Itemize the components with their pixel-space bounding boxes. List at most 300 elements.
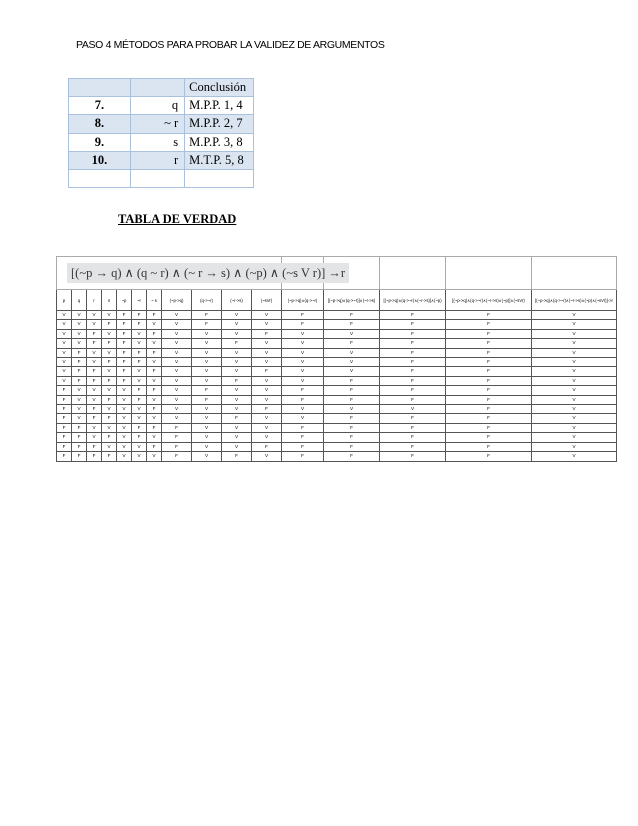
- truth-cell: V: [117, 395, 132, 404]
- truth-cell: F: [117, 320, 132, 329]
- truth-cell: F: [380, 367, 446, 376]
- truth-cell: V: [192, 452, 222, 461]
- truth-cell: F: [324, 376, 380, 385]
- truth-cell: V: [147, 452, 162, 461]
- truth-cell: V: [87, 395, 102, 404]
- truth-cell: F: [57, 395, 72, 404]
- truth-cell: F: [324, 386, 380, 395]
- truth-cell: F: [380, 452, 446, 461]
- truth-row: [57, 320, 617, 329]
- truth-cell: F: [446, 433, 532, 442]
- truth-cell: F: [446, 320, 532, 329]
- truth-cell: V: [192, 348, 222, 357]
- truth-header-cell: ~ s: [147, 290, 162, 311]
- truth-cell: F: [446, 442, 532, 451]
- truth-header-cell: (~sVr): [252, 290, 282, 311]
- truth-cell: V: [532, 348, 617, 357]
- proof-cell: r: [130, 151, 184, 169]
- truth-cell: V: [57, 339, 72, 348]
- truth-cell: F: [162, 452, 192, 461]
- truth-cell: F: [132, 386, 147, 395]
- truth-cell: F: [57, 423, 72, 432]
- truth-cell: F: [252, 329, 282, 338]
- truth-cell: V: [252, 414, 282, 423]
- truth-cell: V: [57, 329, 72, 338]
- truth-header-cell: [(~p->q)∧(q->~r)∧(~r->s)∧(~p)∧(~sVr)]->r: [532, 290, 617, 311]
- truth-cell: V: [324, 358, 380, 367]
- truth-cell: V: [132, 329, 147, 338]
- truth-cell: F: [446, 405, 532, 414]
- truth-cell: V: [532, 405, 617, 414]
- truth-cell: F: [132, 320, 147, 329]
- truth-cell: F: [102, 320, 117, 329]
- truth-cell: F: [192, 386, 222, 395]
- truth-cell: F: [324, 414, 380, 423]
- truth-cell: V: [252, 376, 282, 385]
- truth-cell: F: [222, 452, 252, 461]
- truth-cell: V: [252, 423, 282, 432]
- truth-table: [56, 256, 617, 462]
- truth-cell: V: [282, 414, 324, 423]
- truth-cell: V: [222, 442, 252, 451]
- truth-cell: F: [324, 320, 380, 329]
- truth-cell: F: [72, 433, 87, 442]
- proof-cell: 9.: [69, 133, 131, 151]
- truth-cell: F: [117, 339, 132, 348]
- truth-row: [57, 311, 617, 320]
- truth-cell: V: [117, 452, 132, 461]
- truth-cell: F: [324, 433, 380, 442]
- truth-cell: F: [87, 405, 102, 414]
- truth-cell: V: [192, 339, 222, 348]
- truth-cell: F: [282, 433, 324, 442]
- truth-cell: F: [132, 395, 147, 404]
- proof-cell: 10.: [69, 151, 131, 169]
- truth-cell: V: [147, 414, 162, 423]
- truth-cell: F: [102, 433, 117, 442]
- truth-cell: F: [446, 358, 532, 367]
- truth-table-title: TABLA DE VERDAD: [118, 212, 237, 226]
- truth-cell: V: [282, 348, 324, 357]
- truth-cell: V: [87, 433, 102, 442]
- truth-cell: F: [117, 311, 132, 320]
- truth-cell: V: [222, 311, 252, 320]
- truth-cell: V: [192, 433, 222, 442]
- truth-cell: F: [192, 311, 222, 320]
- proof-row: [69, 97, 254, 115]
- truth-cell: V: [222, 348, 252, 357]
- truth-cell: V: [132, 405, 147, 414]
- truth-cell: V: [102, 386, 117, 395]
- truth-cell: V: [282, 339, 324, 348]
- truth-row: [57, 395, 617, 404]
- truth-cell: F: [222, 376, 252, 385]
- truth-cell: F: [380, 339, 446, 348]
- truth-cell: V: [117, 423, 132, 432]
- truth-cell: V: [72, 395, 87, 404]
- truth-cell: F: [282, 311, 324, 320]
- truth-cell: F: [282, 386, 324, 395]
- truth-cell: F: [446, 348, 532, 357]
- truth-cell: F: [446, 386, 532, 395]
- truth-cell: V: [147, 358, 162, 367]
- truth-cell: F: [380, 329, 446, 338]
- truth-cell: V: [532, 358, 617, 367]
- truth-cell: V: [532, 329, 617, 338]
- truth-cell: V: [162, 320, 192, 329]
- truth-cell: V: [132, 339, 147, 348]
- truth-cell: V: [252, 452, 282, 461]
- proof-table: [68, 78, 254, 188]
- truth-cell: F: [282, 320, 324, 329]
- truth-cell: V: [117, 386, 132, 395]
- truth-cell: F: [282, 423, 324, 432]
- truth-cell: F: [117, 358, 132, 367]
- truth-cell: F: [380, 442, 446, 451]
- truth-cell: F: [380, 311, 446, 320]
- truth-cell: F: [162, 442, 192, 451]
- truth-cell: F: [380, 376, 446, 385]
- truth-cell: V: [192, 367, 222, 376]
- truth-cell: V: [192, 405, 222, 414]
- truth-cell: F: [252, 367, 282, 376]
- truth-cell: V: [72, 414, 87, 423]
- truth-header-cell: (~p->q)∧(q->~r): [282, 290, 324, 311]
- truth-cell: F: [446, 452, 532, 461]
- truth-cell: V: [102, 442, 117, 451]
- truth-cell: F: [72, 376, 87, 385]
- proof-cell: M.P.P. 3, 8: [185, 133, 254, 151]
- truth-cell: V: [162, 395, 192, 404]
- truth-cell: V: [192, 358, 222, 367]
- truth-cell: V: [532, 320, 617, 329]
- formula-cell: [57, 257, 346, 290]
- truth-cell: V: [57, 311, 72, 320]
- truth-row: [57, 329, 617, 338]
- truth-cell: F: [282, 452, 324, 461]
- truth-cell: F: [147, 329, 162, 338]
- truth-cell: V: [192, 423, 222, 432]
- truth-cell: V: [87, 320, 102, 329]
- truth-cell: F: [380, 358, 446, 367]
- proof-cell: [185, 169, 254, 187]
- truth-cell: F: [117, 376, 132, 385]
- truth-cell: F: [446, 329, 532, 338]
- truth-cell: V: [252, 311, 282, 320]
- truth-cell: F: [147, 386, 162, 395]
- truth-cell: F: [147, 311, 162, 320]
- truth-cell: F: [380, 414, 446, 423]
- truth-cell: V: [252, 386, 282, 395]
- truth-cell: V: [57, 376, 72, 385]
- truth-cell: V: [72, 386, 87, 395]
- truth-header-cell: [(~p->q)∧(q->~r)]∧(~r->s): [324, 290, 380, 311]
- truth-header-cell: [(~p->q)∧(q->~r)∧(~r->s)∧(~p)]∧(~sVr): [446, 290, 532, 311]
- truth-cell: V: [147, 395, 162, 404]
- truth-row: [57, 348, 617, 357]
- proof-cell: 7.: [69, 97, 131, 115]
- truth-cell: V: [57, 320, 72, 329]
- truth-cell: V: [132, 376, 147, 385]
- truth-cell: F: [380, 320, 446, 329]
- truth-cell: F: [446, 414, 532, 423]
- truth-cell: F: [446, 395, 532, 404]
- truth-cell: V: [132, 367, 147, 376]
- truth-cell: F: [324, 311, 380, 320]
- truth-cell: F: [57, 433, 72, 442]
- truth-cell: V: [87, 423, 102, 432]
- truth-cell: V: [222, 433, 252, 442]
- truth-cell: V: [117, 414, 132, 423]
- truth-cell: V: [532, 386, 617, 395]
- truth-cell: V: [147, 320, 162, 329]
- truth-cell: V: [132, 452, 147, 461]
- truth-row: [57, 442, 617, 451]
- truth-cell: F: [380, 395, 446, 404]
- truth-cell: V: [324, 329, 380, 338]
- truth-cell: F: [102, 358, 117, 367]
- truth-cell: V: [282, 367, 324, 376]
- proof-cell: [69, 169, 131, 187]
- truth-header-cell: p: [57, 290, 72, 311]
- proof-header-row: [69, 79, 254, 97]
- truth-cell: F: [446, 311, 532, 320]
- truth-cell: V: [222, 358, 252, 367]
- truth-cell: V: [102, 329, 117, 338]
- truth-cell: V: [102, 423, 117, 432]
- truth-cell: V: [252, 395, 282, 404]
- formula-empty-cell: [532, 257, 617, 290]
- formula-image: [(~p → q) ∧ (q ~ r) ∧ (~ r → s) ∧ (~p) ∧ (~s V r)] →r: [67, 263, 349, 283]
- truth-cell: V: [162, 376, 192, 385]
- truth-cell: V: [222, 395, 252, 404]
- truth-row: [57, 452, 617, 461]
- truth-cell: F: [87, 376, 102, 385]
- truth-cell: V: [132, 414, 147, 423]
- truth-cell: V: [222, 329, 252, 338]
- truth-cell: V: [162, 329, 192, 338]
- truth-cell: F: [162, 433, 192, 442]
- truth-cell: F: [147, 367, 162, 376]
- truth-cell: V: [324, 367, 380, 376]
- truth-cell: F: [117, 329, 132, 338]
- truth-cell: V: [102, 367, 117, 376]
- truth-cell: F: [57, 452, 72, 461]
- formula-empty-cell: [446, 257, 532, 290]
- truth-cell: F: [102, 395, 117, 404]
- truth-cell: V: [532, 339, 617, 348]
- truth-cell: F: [87, 339, 102, 348]
- truth-cell: F: [147, 423, 162, 432]
- truth-header-row: [57, 290, 617, 311]
- proof-cell: s: [130, 133, 184, 151]
- truth-header-cell: q: [72, 290, 87, 311]
- truth-cell: F: [324, 395, 380, 404]
- truth-cell: F: [57, 405, 72, 414]
- truth-cell: V: [72, 320, 87, 329]
- truth-cell: F: [117, 367, 132, 376]
- truth-cell: F: [132, 423, 147, 432]
- truth-cell: F: [147, 348, 162, 357]
- truth-cell: V: [147, 339, 162, 348]
- truth-cell: V: [162, 405, 192, 414]
- truth-cell: F: [252, 442, 282, 451]
- truth-cell: F: [102, 339, 117, 348]
- truth-cell: V: [132, 442, 147, 451]
- truth-cell: V: [102, 405, 117, 414]
- truth-cell: V: [72, 329, 87, 338]
- page-heading: PASO 4 MÉTODOS PARA PROBAR LA VALIDEZ DE ARGUMENTOS: [76, 39, 385, 51]
- truth-cell: F: [324, 442, 380, 451]
- truth-cell: V: [72, 339, 87, 348]
- truth-cell: F: [380, 348, 446, 357]
- truth-cell: V: [252, 358, 282, 367]
- truth-cell: F: [57, 414, 72, 423]
- truth-cell: F: [72, 358, 87, 367]
- truth-cell: V: [162, 339, 192, 348]
- truth-row: [57, 414, 617, 423]
- truth-cell: F: [192, 320, 222, 329]
- truth-cell: F: [147, 442, 162, 451]
- truth-header-cell: (~p->q): [162, 290, 192, 311]
- truth-cell: F: [87, 367, 102, 376]
- truth-row: [57, 376, 617, 385]
- truth-cell: F: [222, 339, 252, 348]
- truth-cell: V: [324, 405, 380, 414]
- proof-row: [69, 133, 254, 151]
- truth-cell: F: [380, 386, 446, 395]
- truth-header-cell: (~r->s): [222, 290, 252, 311]
- truth-cell: V: [57, 367, 72, 376]
- truth-cell: V: [117, 405, 132, 414]
- truth-cell: F: [252, 405, 282, 414]
- proof-cell: q: [130, 97, 184, 115]
- truth-cell: V: [162, 414, 192, 423]
- truth-cell: V: [147, 433, 162, 442]
- formula-row: [57, 257, 617, 290]
- truth-cell: V: [252, 320, 282, 329]
- truth-cell: V: [162, 311, 192, 320]
- truth-row: [57, 405, 617, 414]
- truth-cell: F: [282, 442, 324, 451]
- truth-cell: F: [162, 423, 192, 432]
- truth-cell: F: [380, 433, 446, 442]
- truth-header-cell: (q->~r): [192, 290, 222, 311]
- truth-cell: V: [532, 452, 617, 461]
- proof-cell: M.P.P. 2, 7: [185, 115, 254, 133]
- truth-cell: V: [252, 433, 282, 442]
- truth-cell: V: [222, 423, 252, 432]
- truth-cell: V: [532, 442, 617, 451]
- truth-cell: V: [222, 405, 252, 414]
- truth-cell: F: [380, 423, 446, 432]
- truth-cell: F: [324, 423, 380, 432]
- truth-row: [57, 386, 617, 395]
- truth-cell: F: [446, 376, 532, 385]
- truth-cell: F: [192, 395, 222, 404]
- truth-cell: V: [532, 395, 617, 404]
- truth-cell: V: [162, 367, 192, 376]
- truth-cell: F: [117, 348, 132, 357]
- truth-cell: V: [532, 376, 617, 385]
- truth-cell: F: [446, 423, 532, 432]
- truth-row: [57, 339, 617, 348]
- truth-row: [57, 358, 617, 367]
- truth-cell: V: [192, 329, 222, 338]
- truth-header-cell: ~p: [117, 290, 132, 311]
- truth-cell: F: [87, 452, 102, 461]
- truth-cell: F: [87, 414, 102, 423]
- truth-cell: V: [57, 358, 72, 367]
- truth-cell: V: [324, 348, 380, 357]
- truth-cell: V: [87, 311, 102, 320]
- truth-cell: F: [72, 452, 87, 461]
- truth-cell: F: [87, 329, 102, 338]
- proof-cell: [130, 169, 184, 187]
- truth-cell: V: [192, 442, 222, 451]
- proof-cell: 8.: [69, 115, 131, 133]
- truth-cell: F: [102, 452, 117, 461]
- truth-cell: F: [132, 358, 147, 367]
- truth-cell: F: [446, 367, 532, 376]
- truth-cell: V: [162, 348, 192, 357]
- truth-cell: V: [57, 348, 72, 357]
- truth-header-cell: [(~p->q)∧(q->~r)∧(~r->s)]∧(~p): [380, 290, 446, 311]
- proof-header-cell: [69, 79, 131, 97]
- truth-row: [57, 423, 617, 432]
- truth-cell: V: [162, 358, 192, 367]
- truth-cell: F: [102, 376, 117, 385]
- truth-cell: V: [102, 311, 117, 320]
- truth-header-cell: s: [102, 290, 117, 311]
- truth-row: [57, 367, 617, 376]
- truth-cell: F: [87, 442, 102, 451]
- truth-cell: F: [132, 433, 147, 442]
- proof-cell: ~ r: [130, 115, 184, 133]
- truth-cell: V: [222, 367, 252, 376]
- formula-empty-cell: [380, 257, 446, 290]
- truth-cell: F: [222, 414, 252, 423]
- truth-cell: V: [72, 311, 87, 320]
- truth-cell: V: [282, 358, 324, 367]
- truth-cell: V: [87, 358, 102, 367]
- truth-cell: V: [282, 376, 324, 385]
- truth-cell: V: [532, 311, 617, 320]
- truth-cell: F: [72, 367, 87, 376]
- truth-cell: F: [324, 452, 380, 461]
- truth-cell: F: [72, 423, 87, 432]
- truth-cell: V: [87, 386, 102, 395]
- truth-cell: V: [532, 423, 617, 432]
- proof-row: [69, 169, 254, 187]
- truth-cell: V: [87, 348, 102, 357]
- truth-cell: V: [282, 405, 324, 414]
- proof-header-cell: Conclusión: [185, 79, 254, 97]
- truth-cell: V: [380, 405, 446, 414]
- proof-cell: M.T.P. 5, 8: [185, 151, 254, 169]
- truth-cell: F: [57, 442, 72, 451]
- truth-cell: V: [162, 386, 192, 395]
- truth-cell: V: [532, 433, 617, 442]
- proof-header-cell: [130, 79, 184, 97]
- truth-cell: F: [446, 339, 532, 348]
- truth-cell: F: [72, 442, 87, 451]
- truth-cell: V: [192, 376, 222, 385]
- truth-row: [57, 433, 617, 442]
- proof-cell: M.P.P. 1, 4: [185, 97, 254, 115]
- truth-cell: V: [222, 320, 252, 329]
- truth-cell: V: [117, 442, 132, 451]
